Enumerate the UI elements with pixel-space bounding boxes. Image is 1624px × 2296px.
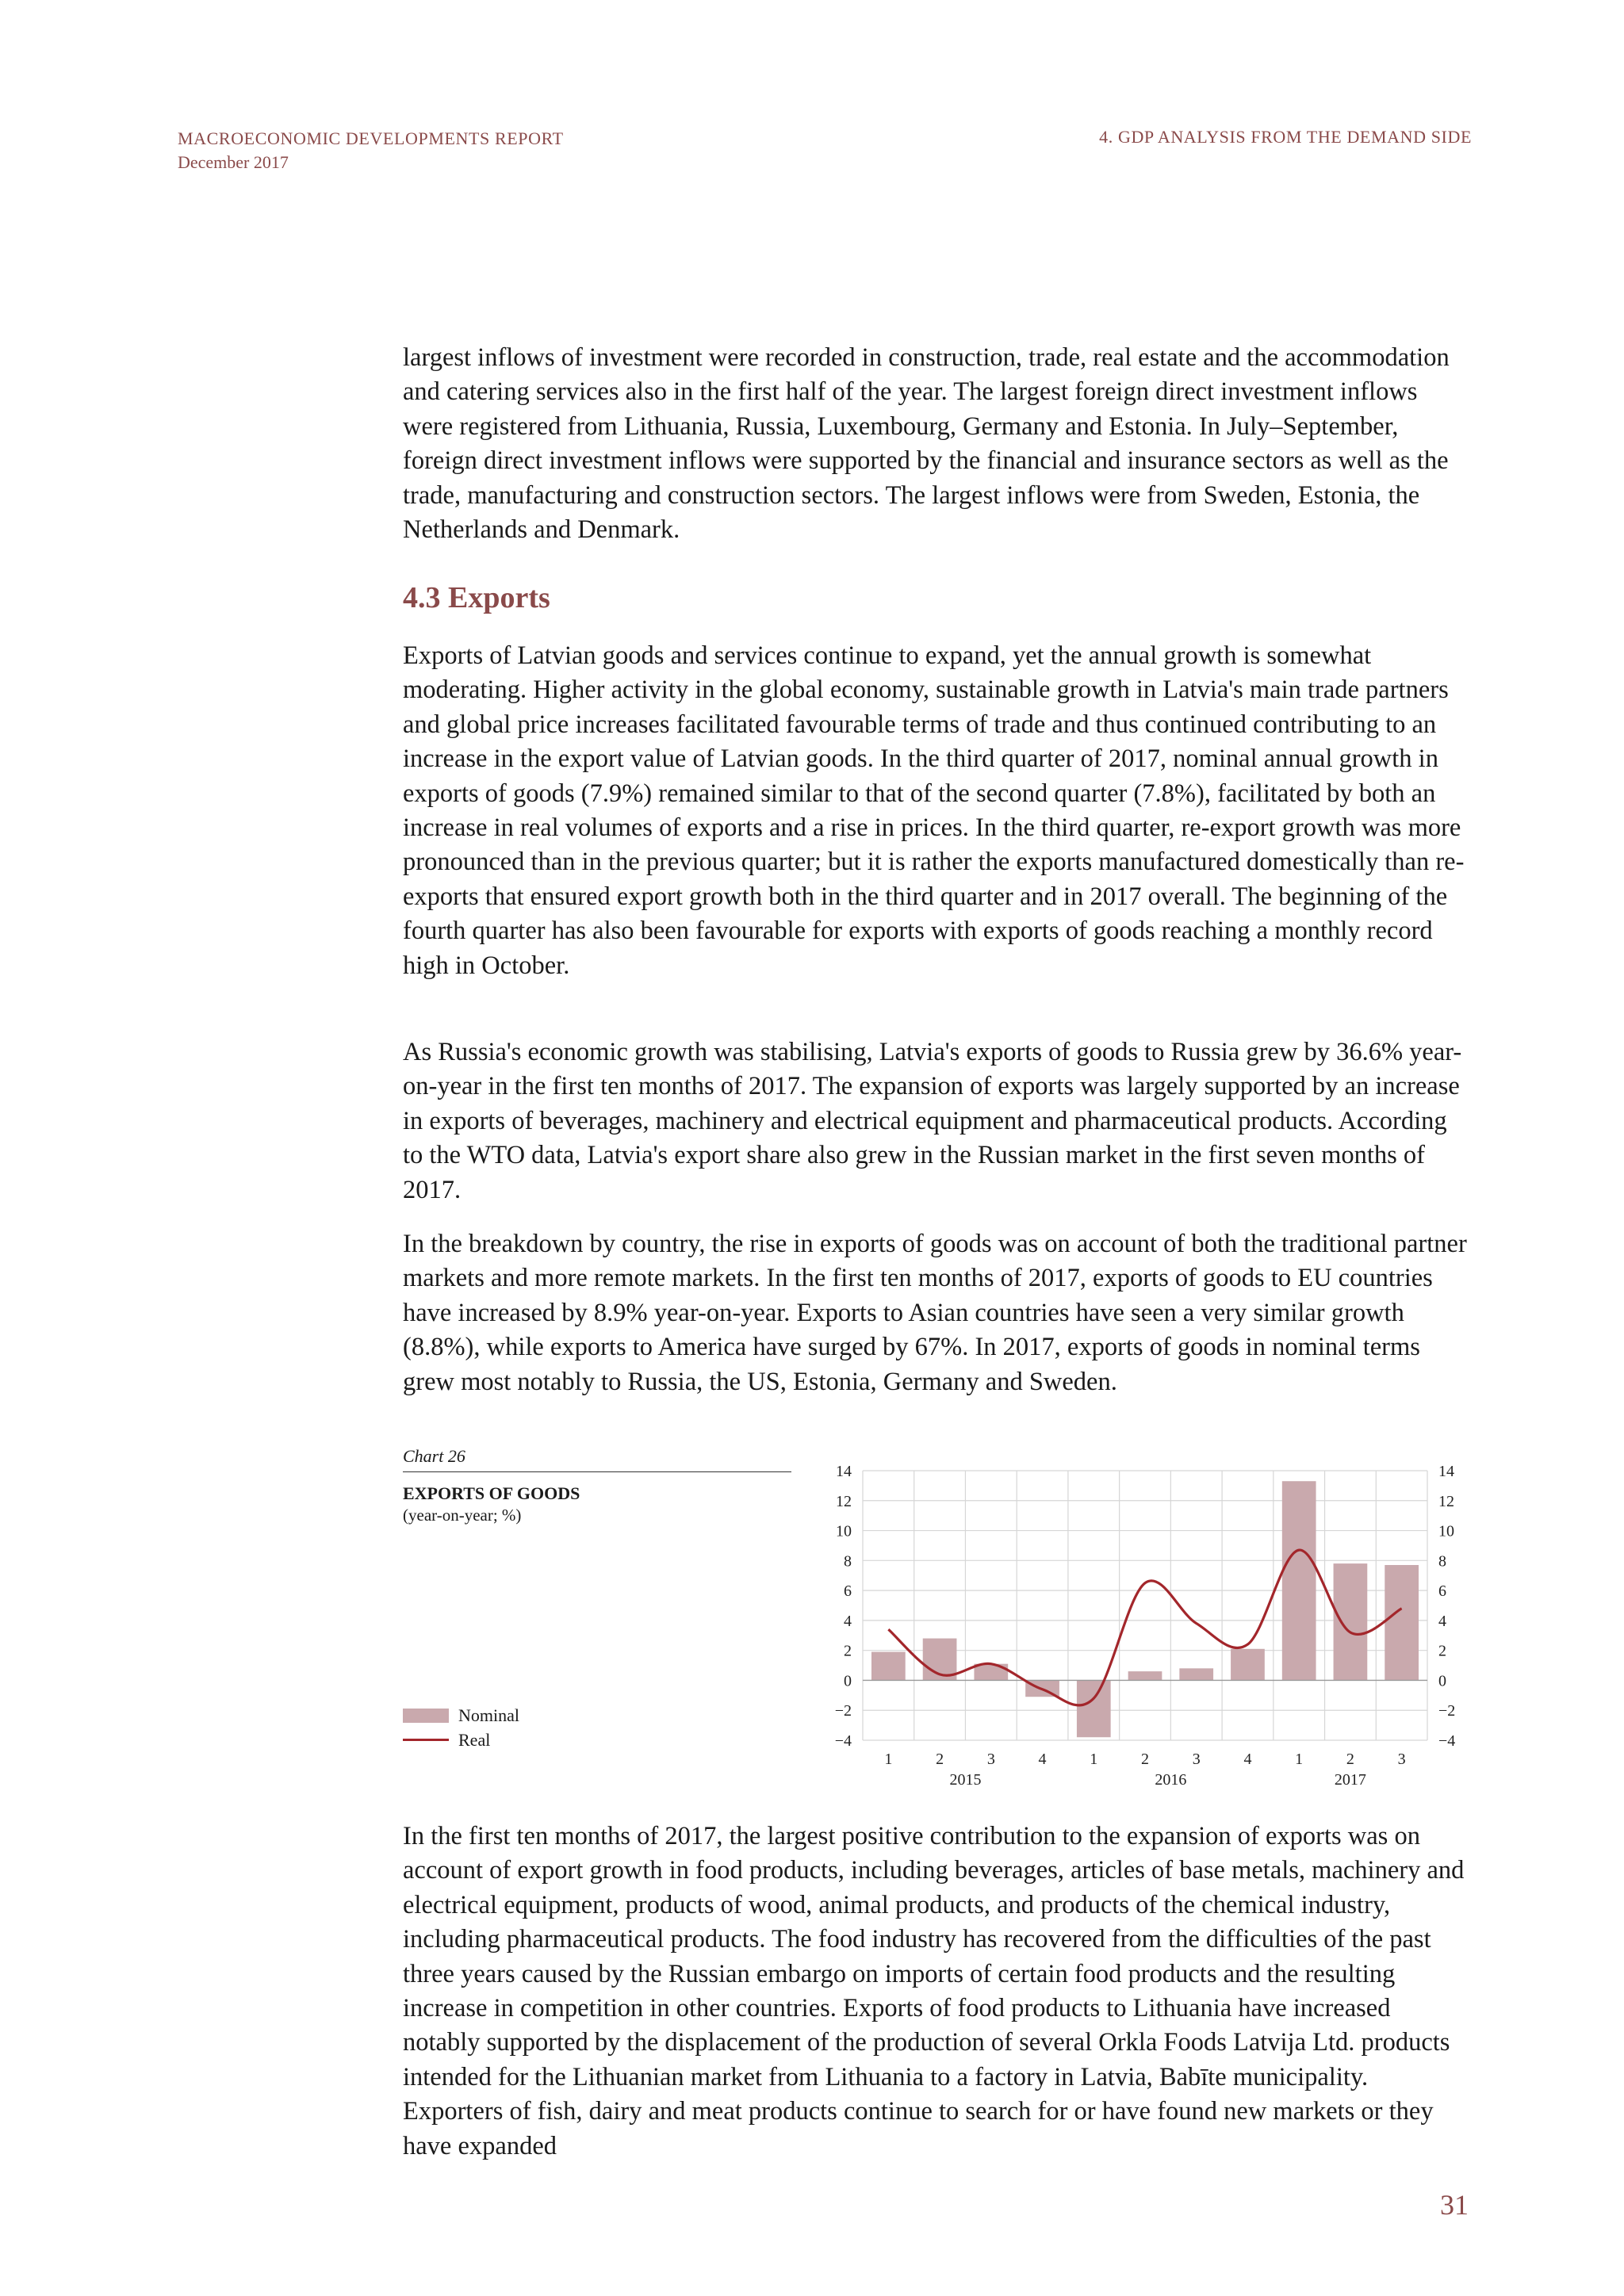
legend-swatch-line [403,1739,449,1741]
x-tick-label: 2 [936,1751,944,1768]
x-tick-label: 1 [884,1751,893,1768]
bar-nominal [1282,1481,1316,1680]
bar-nominal [871,1652,906,1681]
y-tick-label: 6 [844,1582,852,1601]
legend-item-real [403,1728,519,1752]
y-tick-label: 8 [1438,1552,1446,1571]
exports-chart [809,1451,1475,1800]
section-header: 4. GDP ANALYSIS FROM THE DEMAND SIDE [1099,127,1472,147]
chart-subtitle: (year-on-year; %) [403,1506,522,1525]
y-tick-label: 0 [844,1672,852,1690]
x-tick-label: 2 [1346,1751,1354,1768]
paragraph-text: largest inflows of investment were recorded in construction, trade, real estate and the accommodation and catering services also in the first half of the year. The largest foreign direct investment inflows were registered from Lithuania, Russia, Luxembourg, Germany and Estonia. In July–September, foreign direct investment inflows were supported by the financial and insurance sectors as well as the trade, manufacturing and construction sectors. The largest inflows were from Sweden, Estonia, the Netherlands and Denmark. [403,343,1450,545]
report-title: MACROECONOMIC DEVELOPMENTS REPORT [178,128,564,148]
y-tick-label: 14 [836,1463,852,1480]
bar-nominal [1231,1649,1265,1681]
y-tick-label: 12 [836,1492,852,1510]
x-axis-labels [884,1751,1405,1789]
x-year-label: 2015 [949,1771,982,1789]
y-tick-label: 6 [1438,1582,1446,1601]
y-tick-label: 14 [1438,1463,1454,1480]
x-tick-label: 2 [1141,1751,1149,1768]
y-tick-label: 12 [1438,1492,1454,1510]
paragraph-text: Exports of Latvian goods and services continue to expand, yet the annual growth is somewhat moderating. Higher activity in the global economy, sustainable growth in Latvia's main trade partners and global price increases facilitated favourable terms of trade and thus continued contributing to an increase in the export value of Latvian goods. In the third quarter of 2017, nominal annual growth in exports of goods (7.9%) remained similar to that of the second quarter (7.8%), facilitated by both an increase in real volumes of exports and a rise in prices. In the third quarter, re-export growth was more pronounced than in the previous quarter; but it is rather the exports manufactured domestically than re-exports that ensured export growth both in the third quarter and in 2017 overall. The beginning of the fourth quarter has also been favourable for exports with exports of goods reaching a monthly record high in October. [403,641,1465,980]
x-tick-label: 1 [1295,1751,1304,1768]
legend-label-real: Real [458,1729,491,1750]
y-tick-label: −2 [1438,1702,1456,1720]
y-tick-label: 10 [1438,1522,1454,1540]
y-tick-label: −4 [834,1732,852,1750]
y-tick-label: 8 [844,1552,852,1571]
y-axis-right [1438,1463,1455,1750]
y-axis-left [835,1463,852,1750]
x-tick-label: 4 [1038,1751,1047,1768]
report-date: December 2017 [178,152,289,172]
chart-title: EXPORTS OF GOODS [403,1483,580,1503]
y-tick-label: −2 [834,1702,852,1720]
paragraph-1 [403,639,1469,983]
chart-bars [871,1481,1419,1737]
chart-legend [403,1703,519,1752]
x-tick-label: 4 [1243,1751,1252,1768]
paragraph-4 [403,1820,1469,2164]
report-header [178,127,564,174]
page-number: 31 [1440,2189,1469,2221]
section-heading: 4.3 Exports [403,581,550,614]
paragraph-text: In the first ten months of 2017, the largest positive contribution to the expansion of exports was on account of export growth in food products, including beverages, articles of base metals, machinery and electrical equipment, products of wood, animal products, and products of the chemical industry, including pharmaceutical products. The food industry has recovered from the difficulties of the past three years caused by the Russian embargo on imports of certain food products and the resulting increase in competition in other countries. Exports of food products to Lithuania have increased notably supported by the displacement of the production of several Orkla Foods Latvija Ltd. products intended for the Lithuanian market from Lithuania to a factory in Latvia, Babīte municipality. Exporters of fish, dairy and meat products continue to search for or have found new markets or they have expanded [403,1822,1465,2160]
bar-nominal [1334,1563,1368,1680]
legend-swatch-bar [403,1709,449,1723]
x-tick-label: 1 [1090,1751,1098,1768]
chart-caption [403,1446,791,1525]
y-tick-label: 10 [836,1522,852,1540]
bar-nominal [1077,1680,1111,1737]
y-tick-label: −4 [1438,1732,1456,1750]
x-year-label: 2016 [1155,1771,1187,1789]
legend-item-nominal [403,1703,519,1728]
paragraph-3 [403,1227,1469,1399]
section-heading-block [403,580,1469,615]
paragraph-2 [403,1035,1469,1207]
x-year-label: 2017 [1334,1771,1366,1789]
y-tick-label: 0 [1438,1672,1446,1690]
paragraph-text: In the breakdown by country, the rise in exports of goods was on account of both the traditional partner markets and more remote markets. In the first ten months of 2017, exports of goods to EU countries have increased by 8.9% year-on-year. Exports to Asian countries have seen a very similar growth (8.8%), while exports to America have surged by 67%. In 2017, exports of goods in nominal terms grew most notably to Russia, the US, Estonia, Germany and Sweden. [403,1230,1467,1396]
y-tick-label: 4 [1438,1612,1446,1630]
paragraph-intro [403,341,1469,547]
y-tick-label: 4 [844,1612,852,1630]
paragraph-text: As Russia's economic growth was stabilising, Latvia's exports of goods to Russia grew by 36.6% year-on-year in the first ten months of 2017. The expansion of exports was largely supported by an increase in exports of beverages, machinery and electrical equipment and pharmaceutical products. According to the WTO data, Latvia's export share also grew in the Russian market in the first seven months of 2017. [403,1038,1462,1204]
y-tick-label: 2 [844,1642,852,1660]
bar-nominal [1179,1668,1213,1680]
x-tick-label: 3 [1192,1751,1201,1768]
x-tick-label: 3 [986,1751,995,1768]
bar-nominal [1128,1671,1162,1680]
chart-number: Chart 26 [403,1446,791,1472]
x-tick-label: 3 [1397,1751,1406,1768]
y-tick-label: 2 [1438,1642,1446,1660]
bar-nominal [1385,1565,1419,1680]
legend-label-nominal: Nominal [458,1705,519,1725]
